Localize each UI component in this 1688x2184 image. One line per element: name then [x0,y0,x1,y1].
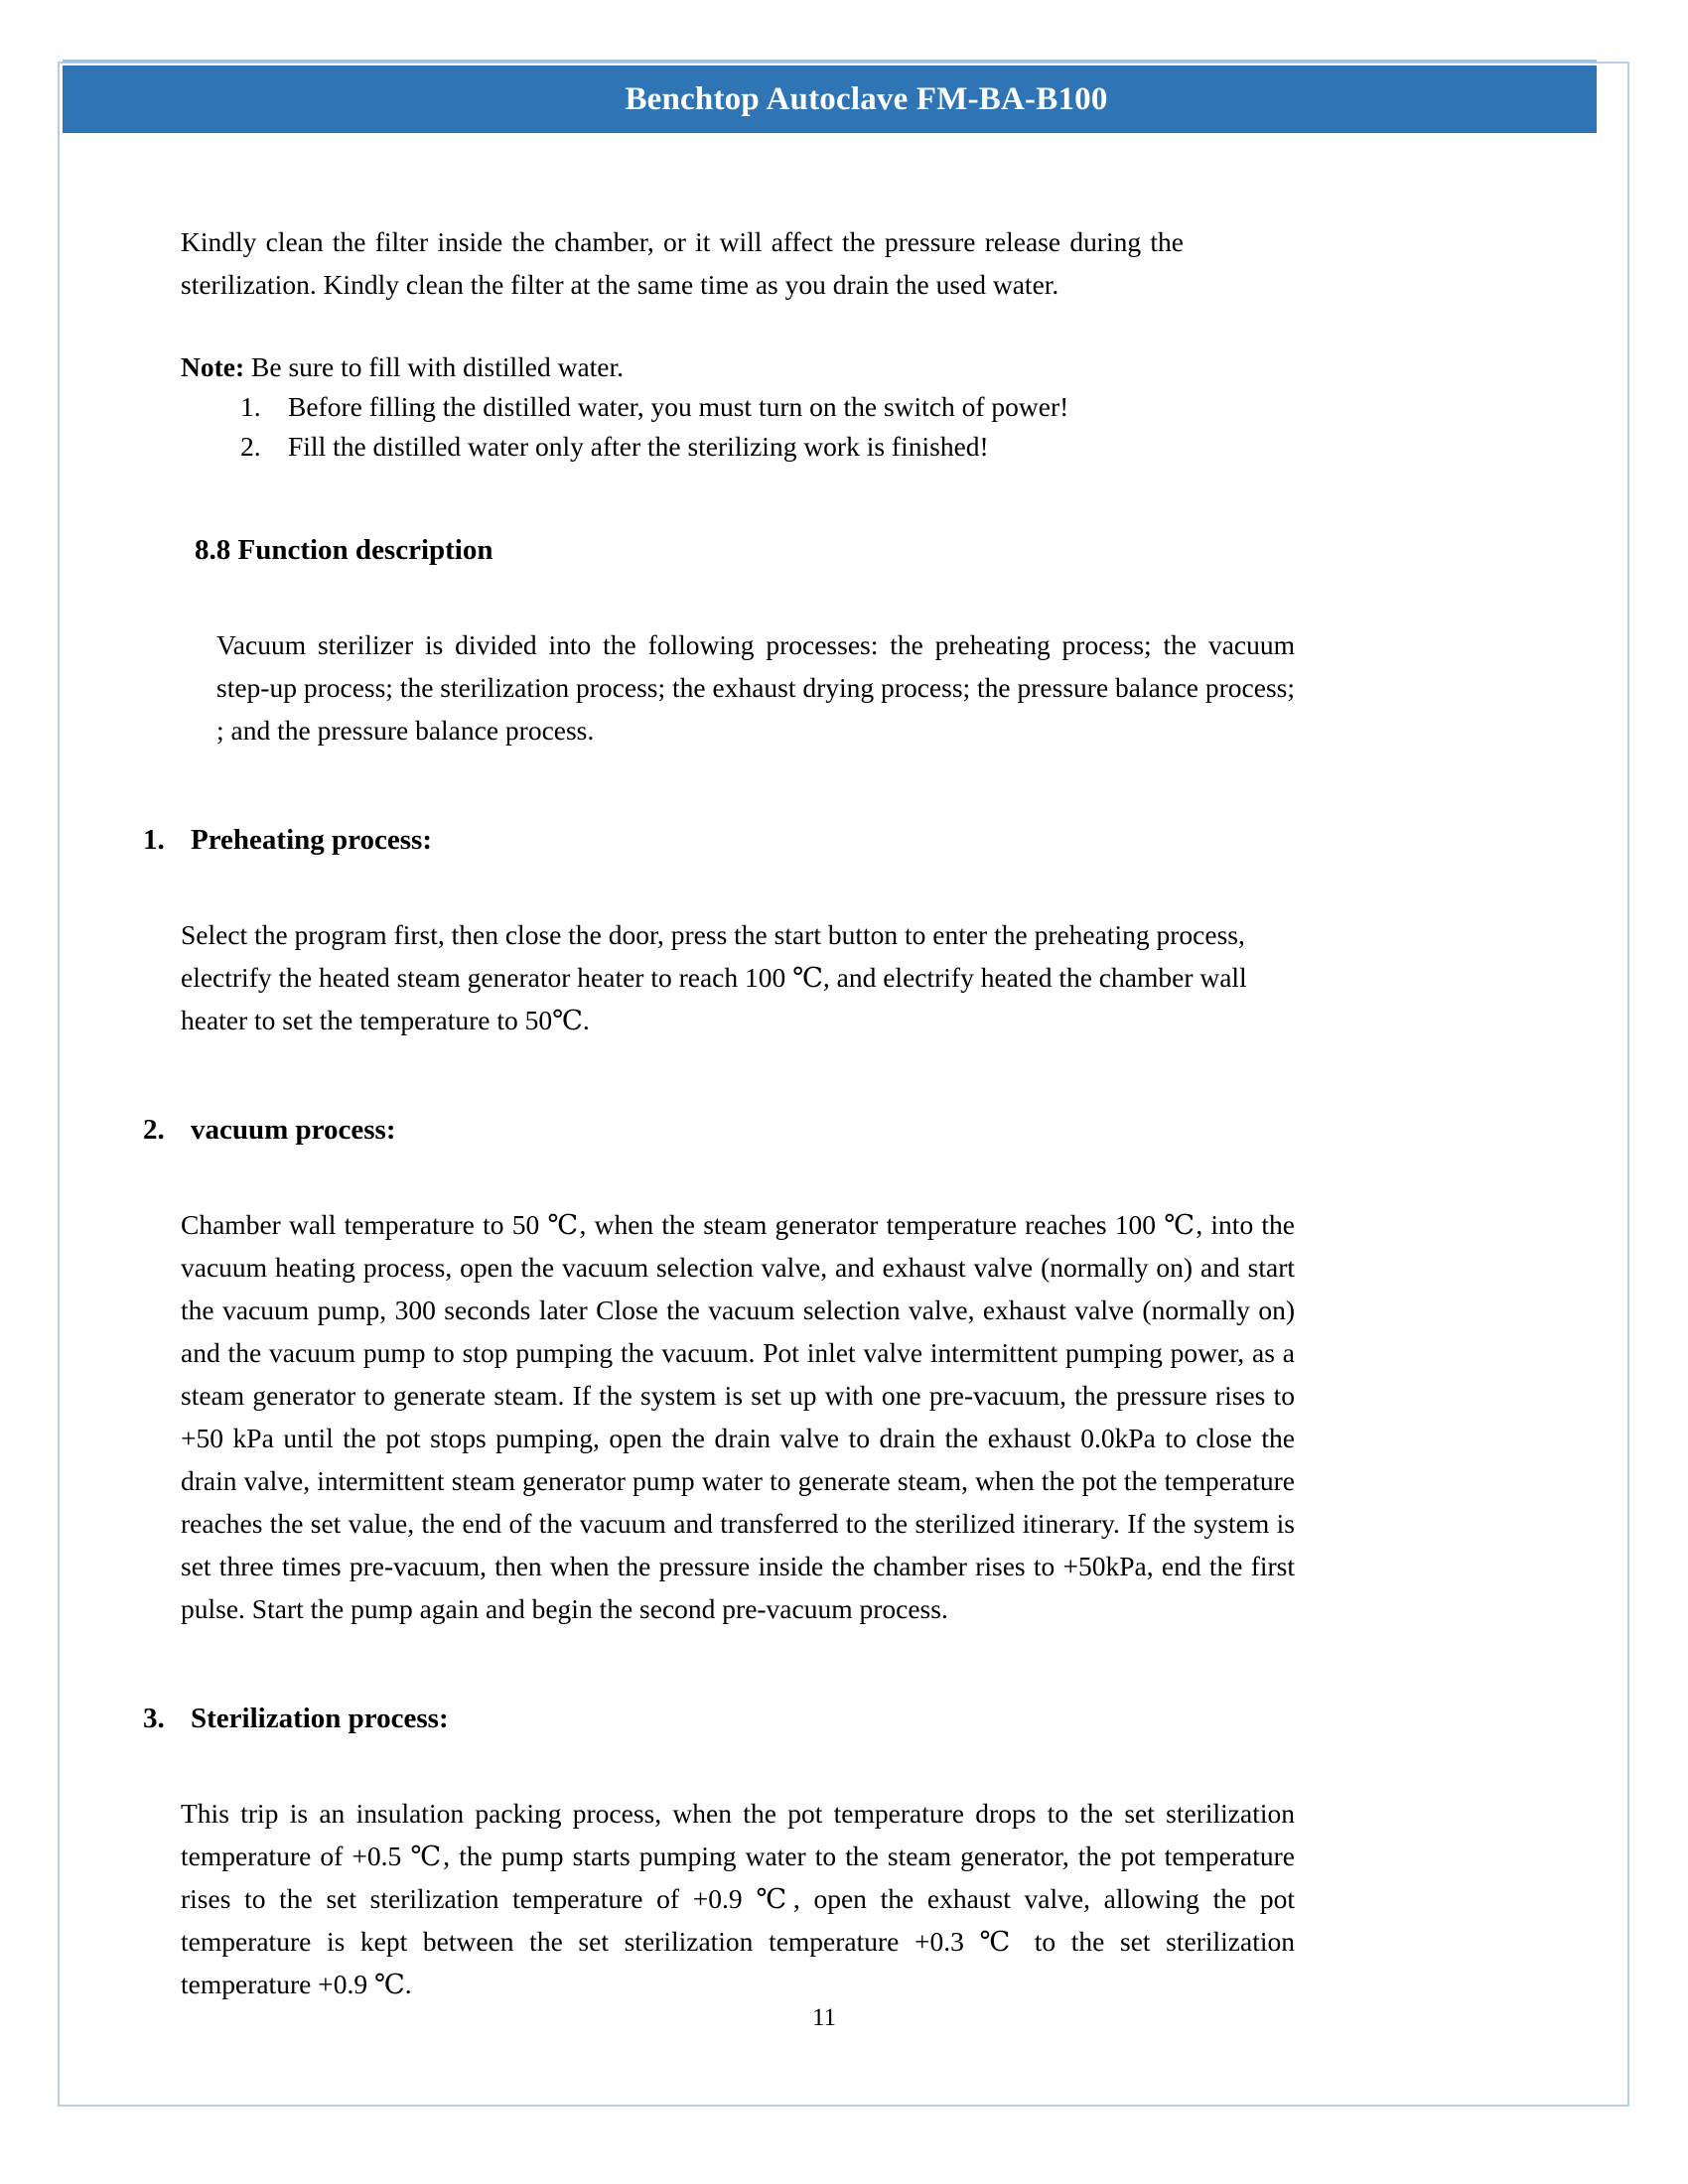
spacer [181,1657,1472,1699]
process-heading-label: vacuum process: [191,1114,396,1146]
note-item-marker: 2. [240,431,261,462]
page-header-band [63,66,1597,133]
process-number: 2. [143,1114,165,1146]
process-heading-label: Sterilization process: [191,1703,449,1734]
spacer [181,1068,1472,1110]
note-block [181,347,1472,467]
spacer [181,467,1472,530]
process-heading-3 [143,1699,1472,1738]
spacer [181,860,1472,886]
intro-filter-paragraph: Kindly clean the filter inside the chamber, or it will affect the pressure release during the sterilization. Kindly clean the filter at the same time as you drain the used water. [181,226,1184,300]
process-heading-2 [143,1110,1472,1150]
page-number-footer: 11 [811,2004,837,2031]
spacer [181,778,1472,820]
spacer [181,570,1472,596]
note-text: Be sure to fill with distilled water. [251,351,625,382]
process-body-1: Select the program first, then close the door, press the start button to enter the preheating process, electrify the heated steam generator heater to reach 100 ℃, and electrify heated the chamber wall heater to set the temperature to 50℃. [181,918,1247,1035]
note-item-text: Before filling the distilled water, you must turn on the switch of power! [288,391,1069,422]
process-heading-1 [143,820,1472,860]
page-content [143,220,1472,2032]
process-heading-label: Preheating process: [191,824,432,856]
process-body-2: Chamber wall temperature to 50 ℃, when the steam generator temperature reaches 100 ℃, into the vacuum heating process, open the vacuum selection valve, and exhaust valve (normally on) and start the vacuum pump, 300 seconds later Close the vacuum selection valve, exhaust valve (normally on) and the vacuum pump to stop pumping the vacuum. Pot inlet valve intermittent pumping power, as a steam generator to generate steam. If the system is set up with one pre-vacuum, the pressure rises to +50 kPa until the pot stops pumping, open the drain valve to drain the exhaust 0.0kPa to close the drain valve, intermittent steam generator pump water to generate steam, when the pot the temperature reaches the set value, the end of the vacuum and transferred to the sterilized itinerary. If the system is set three times pre-vacuum, then when the pressure inside the chamber rises to +50kPa, end the first pulse. Start the pump again and begin the second pre-vacuum process. [181,1208,1295,1624]
section-heading-8-8: 8.8 Function description [195,534,493,566]
process-body-3: This trip is an insulation packing process, when the pot temperature drops to the set sterilization temperature of +0.5 ℃, the pump starts pumping water to the steam generator, the pot temperature rises to the set sterilization temperature of +0.9 ℃, open the exhaust valve, allowing the pot temperature is kept between the set sterilization temperature +0.3 ℃ to the set sterilization temperature +0.9 ℃. [181,1797,1295,1999]
note-label: Note: [181,351,245,382]
spacer [181,306,1472,347]
page-title: Benchtop Autoclave FM-BA-B100 [625,81,1108,117]
note-list-item [181,427,1472,467]
spacer [181,1738,1472,1764]
process-number: 3. [143,1703,165,1734]
spacer [181,1150,1472,1175]
process-number: 1. [143,824,165,856]
note-item-marker: 1. [240,391,261,422]
note-list [181,387,1472,467]
section-intro-paragraph: Vacuum sterilizer is divided into the following processes: the preheating process; the vacuum step-up process; the sterilization process; the exhaust drying process; the pressure balance process; ; and the pressure balance process. [216,628,1295,746]
note-list-item [181,387,1472,427]
note-item-text: Fill the distilled water only after the sterilizing work is finished! [288,431,989,462]
note-line [181,347,1472,387]
